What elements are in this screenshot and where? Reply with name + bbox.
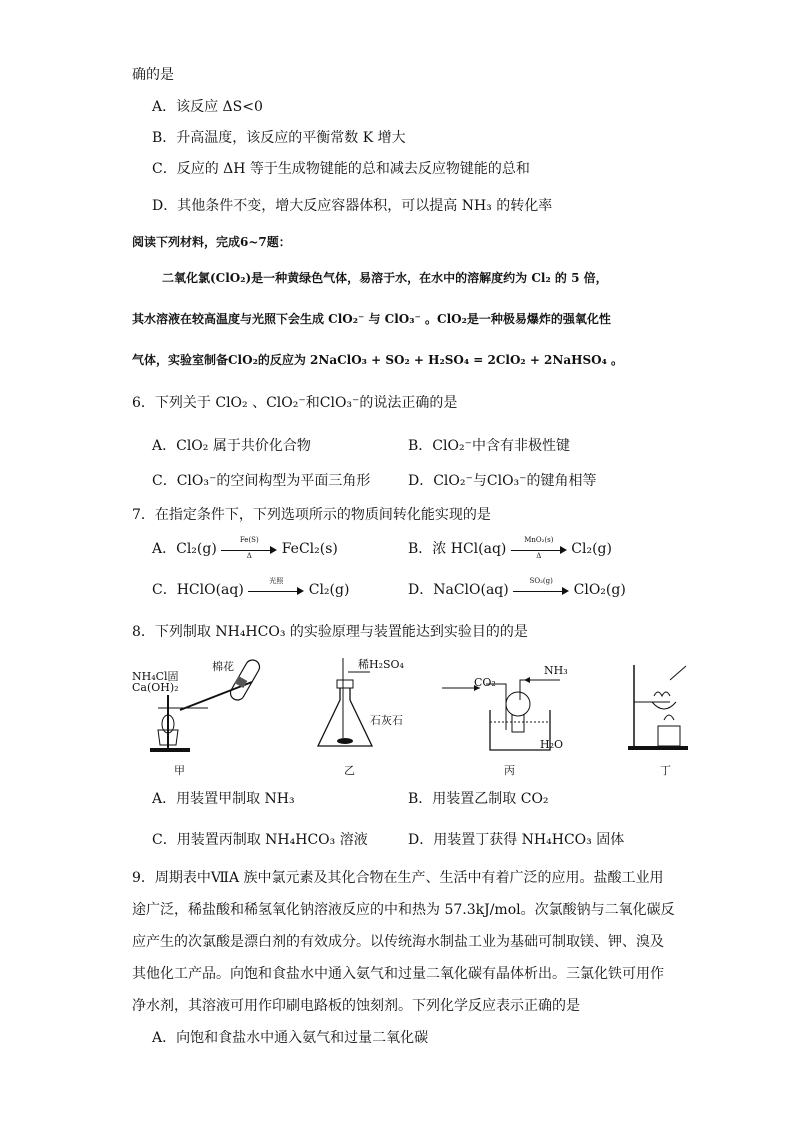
q9-line-1: 9．周期表中ⅦA 族中氯元素及其化合物在生产、生活中有着广泛的应用。盐酸工业用 bbox=[132, 870, 664, 886]
q7-a-reactant: A．Cl₂(g) bbox=[152, 541, 217, 557]
q9-line-4: 其他化工产品。向饱和食盐水中通入氨气和过量二氧化碳有晶体析出。三氯化铁可用作 bbox=[132, 966, 664, 982]
fig-bing-label: 丙 bbox=[504, 764, 515, 777]
q9-line-5: 净水剂，其溶液可用作印刷电路板的蚀刻剂。下列化学反应表示正确的是 bbox=[132, 998, 580, 1014]
q9-option-a: A．向饱和食盐水中通入氨气和过量二氧化碳 bbox=[152, 1030, 429, 1046]
q5-option-c: C．反应的 ΔH 等于生成物键能的总和减去反应物键能的总和 bbox=[152, 161, 530, 177]
q7-c-condition: 光照 bbox=[269, 577, 284, 585]
q8-option-c: C．用装置丙制取 NH₄HCO₃ 溶液 bbox=[152, 832, 368, 848]
q7-a-product: FeCl₂(s) bbox=[281, 541, 338, 557]
reading-intro: 阅读下列材料，完成6~7题： bbox=[132, 235, 291, 249]
q9-line-2: 途广泛，稀盐酸和稀氢氧化钠溶液反应的中和热为 57.3kJ/mol。次氯酸钠与二氧化碳反 bbox=[132, 902, 675, 918]
fig-bing-nh3: NH₃ bbox=[544, 664, 568, 677]
fig-bing-water: H₂O bbox=[540, 738, 564, 751]
fig-ding-label: 丁 bbox=[660, 764, 671, 777]
fig-yi-limestone: 石灰石 bbox=[370, 714, 403, 727]
q5-option-a: A．该反应 ΔS<0 bbox=[152, 99, 263, 115]
reading-paragraph-line-1: 二氧化氯(ClO₂)是一种黄绿色气体，易溶于水，在水中的溶解度约为 Cl₂ 的 5 倍， bbox=[162, 271, 608, 285]
q5-option-b: B．升高温度，该反应的平衡常数 K 增大 bbox=[152, 130, 406, 146]
q5-option-d bbox=[152, 196, 552, 216]
q7-c-reactant: C．HClO(aq) bbox=[152, 582, 244, 598]
apparatus-ding-evaporation bbox=[624, 660, 694, 755]
fig-jia-label: 甲 bbox=[174, 764, 185, 777]
reading-paragraph-line-3: 气体，实验室制备ClO₂的反应为 2NaClO₃ + SO₂ + H₂SO₄ = 2ClO₂ + 2NaHSO₄ 。 bbox=[132, 353, 624, 367]
fig-yi-acid: 稀H₂SO₄ bbox=[358, 658, 404, 671]
q7-d-condition: SO₂(g) bbox=[529, 577, 553, 585]
reaction-arrow-icon bbox=[248, 577, 304, 597]
q7-d-product: ClO₂(g) bbox=[573, 582, 626, 598]
q5-stem-tail: 确的是 bbox=[132, 67, 174, 83]
q7-option-b bbox=[408, 536, 612, 560]
q7-option-a bbox=[152, 536, 338, 560]
q7-option-c bbox=[152, 577, 350, 600]
q6-option-d: D．ClO₂⁻与ClO₃⁻的键角相等 bbox=[408, 473, 597, 489]
q7-b-product: Cl₂(g) bbox=[571, 541, 612, 557]
q6-stem: 6．下列关于 ClO₂ 、ClO₂⁻和ClO₃⁻的说法正确的是 bbox=[132, 395, 458, 411]
q7-stem: 7．在指定条件下，下列选项所示的物质间转化能实现的是 bbox=[132, 507, 491, 523]
fig-jia-reagent-2: Ca(OH)₂ bbox=[132, 681, 179, 694]
q7-b-heat: Δ bbox=[536, 552, 542, 560]
fig-jia-cotton: 棉花 bbox=[212, 660, 234, 673]
q8-option-d: D．用装置丁获得 NH₄HCO₃ 固体 bbox=[408, 832, 625, 848]
reaction-arrow-icon bbox=[511, 536, 567, 560]
q6-option-a: A．ClO₂ 属于共价化合物 bbox=[152, 438, 311, 454]
q7-option-d bbox=[408, 577, 626, 600]
q9-line-3: 应产生的次氯酸是漂白剂的有效成分。以传统海水制盐工业为基础可制取镁、钾、溴及 bbox=[132, 934, 664, 950]
q7-b-condition: MnO₂(s) bbox=[524, 536, 554, 544]
q7-b-reactant: B．浓 HCl(aq) bbox=[408, 541, 507, 557]
q8-option-a: A．用装置甲制取 NH₃ bbox=[152, 791, 295, 807]
fig-bing-co2: CO₂ bbox=[474, 676, 496, 689]
q8-option-b: B．用装置乙制取 CO₂ bbox=[408, 791, 549, 807]
q5-option-d-suffix: 的转化率 bbox=[491, 198, 553, 214]
q7-a-heat: Δ bbox=[246, 552, 252, 560]
q5-option-d-formula: NH₃ bbox=[461, 198, 492, 214]
fig-jia-reagent-1: NH₄Cl固 bbox=[132, 670, 179, 683]
fig-yi-label: 乙 bbox=[344, 764, 355, 777]
q7-d-reactant: D．NaClO(aq) bbox=[408, 582, 509, 598]
reaction-arrow-icon bbox=[221, 536, 277, 560]
reading-paragraph-line-2: 其水溶液在较高温度与光照下会生成 ClO₂⁻ 与 ClO₃⁻ 。ClO₂是一种极易爆炸的强氧化性 bbox=[132, 312, 611, 326]
apparatus-jia-diagram bbox=[128, 650, 288, 760]
q6-option-b: B．ClO₂⁻中含有非极性键 bbox=[408, 438, 570, 454]
reaction-arrow-icon bbox=[513, 577, 569, 597]
q5-option-d-prefix: D．其他条件不变，增大反应容器体积，可以提高 bbox=[152, 198, 462, 214]
q8-stem: 8．下列制取 NH₄HCO₃ 的实验原理与装置能达到实验目的的是 bbox=[132, 624, 528, 640]
q7-c-product: Cl₂(g) bbox=[308, 582, 350, 598]
q6-option-c: C．ClO₃⁻的空间构型为平面三角形 bbox=[152, 473, 371, 489]
q7-a-condition: Fe(S) bbox=[239, 536, 259, 544]
